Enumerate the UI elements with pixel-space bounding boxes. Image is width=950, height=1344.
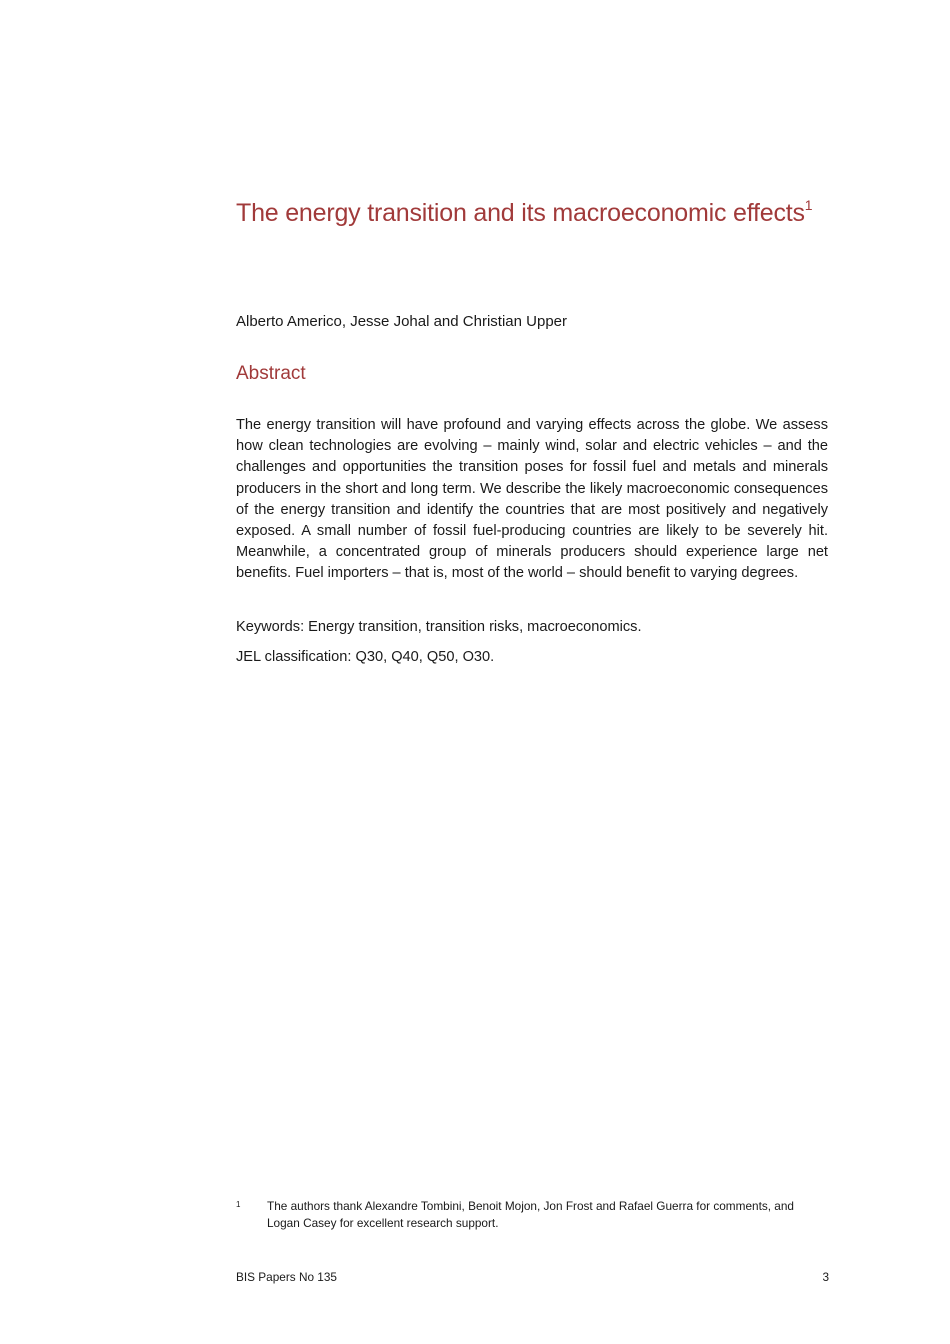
- footnote-marker: 1: [236, 1200, 241, 1209]
- abstract-body: The energy transition will have profound and varying effects across the globe. We assess how clean technologies are evolving – mainly wind, solar and electric vehicles – and the challenges and opportunities the transition poses for fossil fuel and metals and minerals producers in the short and long term. We describe the likely macroeconomic consequences of the energy transition and identify the countries that are most positively and negatively exposed. A small number of fossil fuel-producing countries are likely to be severely hit. Meanwhile, a concentrated group of minerals producers should experience large net benefits. Fuel importers – that is, most of the world – should benefit to varying degrees.: [236, 417, 828, 582]
- footnote-text: The authors thank Alexandre Tombini, Benoit Mojon, Jon Frost and Rafael Guerra for comments, and Logan Casey for excellent research support.: [267, 1199, 794, 1230]
- page-title: [236, 196, 836, 230]
- jel-classification-line: JEL classification: Q30, Q40, Q50, O30.: [236, 649, 495, 665]
- authors-line: Alberto Americo, Jesse Johal and Christian Upper: [236, 313, 567, 330]
- footnote: [236, 1198, 828, 1232]
- footer-page-number: 3: [822, 1270, 829, 1284]
- title-text: The energy transition and its macroeconomic effects: [236, 199, 805, 227]
- footer-series-label: BIS Papers No 135: [236, 1270, 337, 1284]
- abstract-heading: Abstract: [236, 363, 306, 384]
- keywords-line: Keywords: Energy transition, transition risks, macroeconomics.: [236, 619, 642, 635]
- title-footnote-marker[interactable]: 1: [804, 197, 813, 213]
